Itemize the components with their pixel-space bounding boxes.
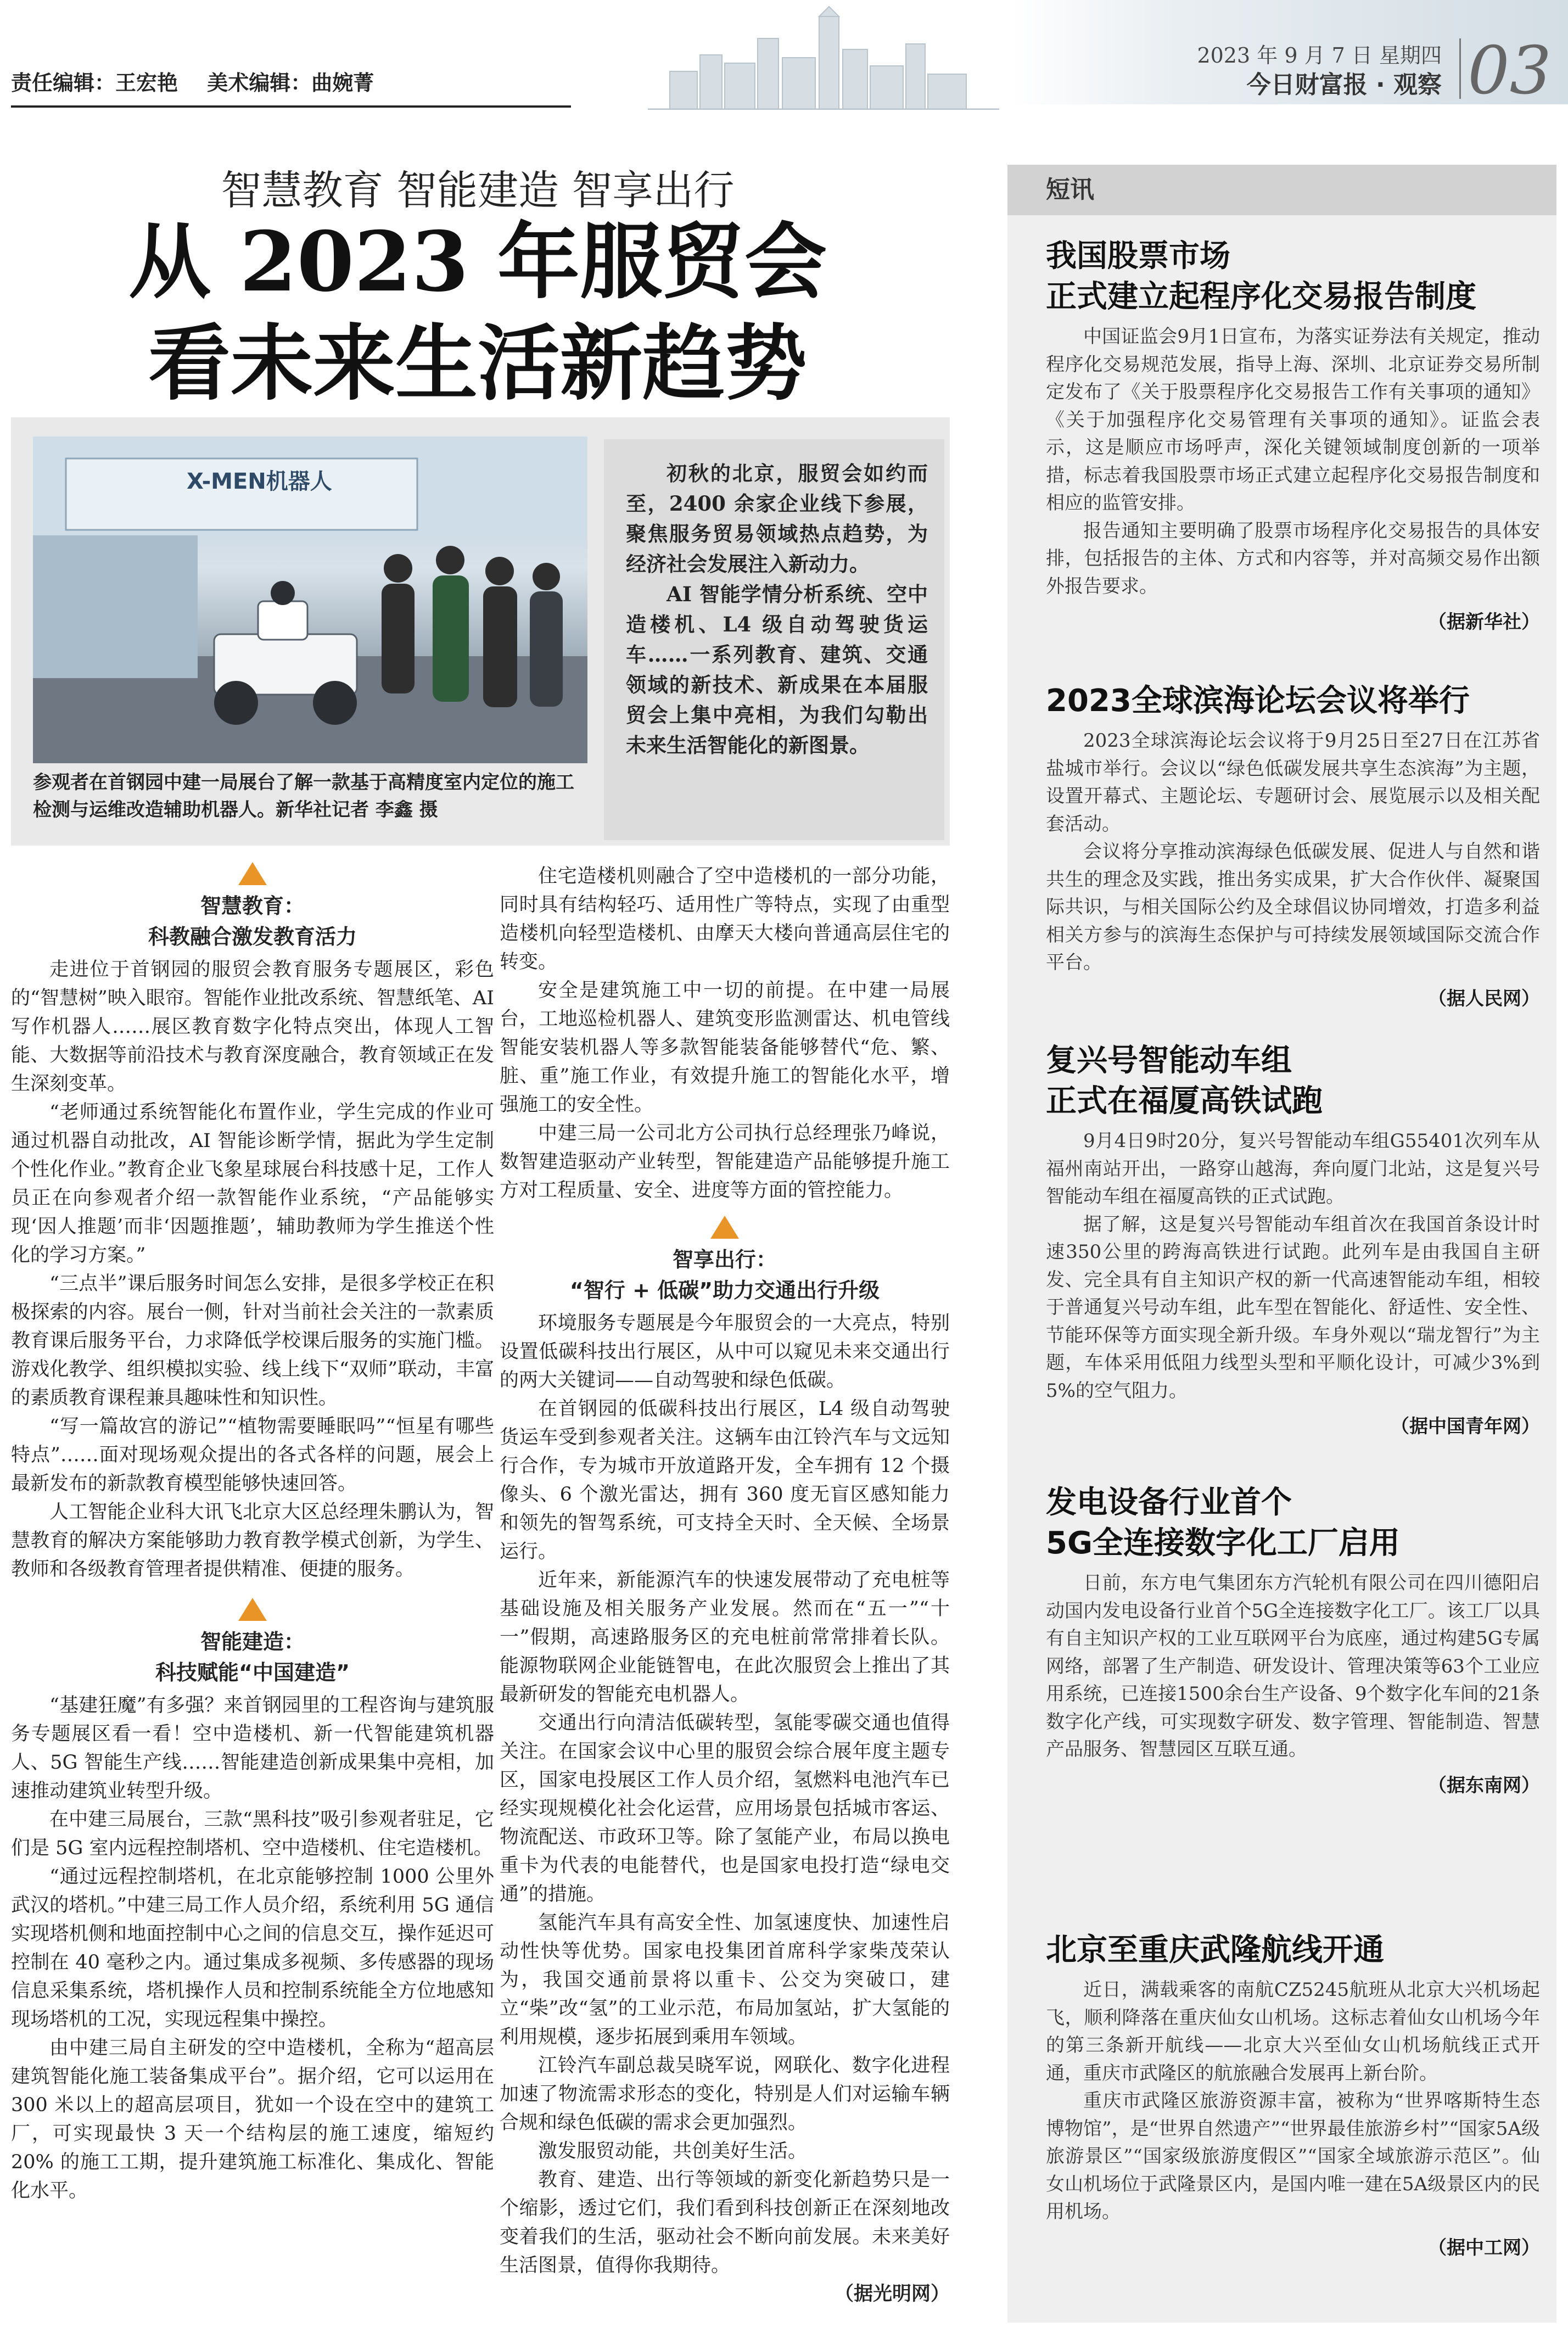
brief-source: （据人民网）	[1428, 987, 1540, 1010]
section-heading-line: 科技赋能“中国建造”	[155, 1660, 350, 1685]
section-heading-line: 智能建造：	[200, 1630, 305, 1654]
photo-caption: 参观者在首钢园中建一局展台了解一款基于高精度室内定位的施工检测与运维改造辅助机器人。新华社记者 李鑫 摄	[33, 771, 574, 821]
paragraph: 环境服务专题展是今年服贸会的一大亮点，特别设置低碳科技出行展区，从中可以窥见未来交通出行的两大关键词——自动驾驶和绿色低碳。	[500, 1312, 950, 1391]
brief-title-line: 5G全连接数字化工厂启用	[1046, 1525, 1400, 1561]
paragraph: 江铃汽车副总裁吴晓军说，网联化、数字化进程加速了物流需求形态的变化，特别是人们对运输车辆合规和绿色低碳的需求会更加强烈。	[500, 2055, 950, 2134]
brief-item	[1046, 236, 1540, 639]
header-band	[1010, 0, 1568, 109]
paragraph: 近年来，新能源汽车的快速发展带动了充电桩等基础设施及相关服务产业发展。然而在“五一”“十一”假期，高速路服务区的充电桩前常常排着长队。能源物联网企业能链智电，在此次服贸会上推出了其最新研发的智能充电机器人。	[500, 1569, 950, 1705]
paragraph: 安全是建筑施工中一切的前提。在中建一局展台，工地巡检机器人、建筑变形监测雷达、机电管线智能安装机器人等多款智能装备能够替代“危、繁、脏、重”施工作业，有效提升施工的智能化水平，增强施工的安全性。	[500, 980, 950, 1116]
brief-source: （据中工网）	[1428, 2236, 1540, 2259]
brief-title-line: 复兴号智能动车组	[1046, 1043, 1292, 1078]
paper-name: 今日财富报 · 观察	[1246, 71, 1442, 99]
headline-line-1: 从 2023 年服贸会	[128, 214, 827, 310]
section-heading	[500, 1244, 950, 1306]
header-divider	[1459, 38, 1461, 99]
brief-title-line: 2023全球滨海论坛会议将举行	[1046, 683, 1470, 719]
paragraph: 人工智能企业科大讯飞北京大区总经理朱鹏认为，智慧教育的解决方案能够助力教育教学模式创新，为学生、教师和各级教育管理者提供精准、便捷的服务。	[11, 1501, 494, 1580]
section-heading	[11, 1626, 494, 1688]
headline-line-2: 看未来生活新趋势	[148, 315, 807, 412]
paragraph: 交通出行向清洁低碳转型，氢能零碳交通也值得关注。在国家会议中心里的服贸会综合展年度主题专区，国家电投展区工作人员介绍，氢燃料电池汽车已经实现规模化社会化运营，应用场景包括城市客运、物流配送、市政环卫等。除了氢能产业，布局以换电重卡为代表的电能替代，也是国家电投打造“绿电交通”的措施。	[500, 1712, 950, 1905]
section-heading-line: 智慧教育：	[200, 894, 305, 918]
brief-paragraph: 9月4日9时20分，复兴号智能动车组G55401次列车从福州南站开出，一路穿山越海，奔向厦门北站，这是复兴号智能动车组在福厦高铁的正式试跑。	[1046, 1130, 1540, 1207]
brief-paragraph: 会议将分享推动滨海绿色低碳发展、促进人与自然和谐共生的理念及实践，推出务实成果，扩大合作伙伴、凝聚国际共识，与相关国际公约及全球倡议协同增效，打造多利益相关方参与的滨海生态保护与可持续发展领域国际交流合作平台。	[1046, 841, 1540, 974]
brief-source: （据中国青年网）	[1391, 1416, 1540, 1438]
paragraph: 教育、建造、出行等领域的新变化新趋势只是一个缩影，透过它们，我们看到科技创新正在深刻地改变着我们的生活，驱动社会不断向前发展。未来美好生活图景，值得你我期待。	[500, 2169, 950, 2277]
paragraph: 在中建三局展台，三款“黑科技”吸引参观者驻足，它们是 5G 室内远程控制塔机、空中造楼机、住宅造楼机。	[11, 1809, 494, 1859]
brief-paragraph: 中国证监会9月1日宣布，为落实证券法有关规定，推动程序化交易规范发展，指导上海、深圳、北京证券交易所制定发布了《关于股票程序化交易报告工作有关事项的通知》《关于加强程序化交易管理有关事项的通知》。证监会表示，这是顺应市场呼声，深化关键领域制度创新的一项举措，标志着我国股票市场正式建立起程序化交易报告制度和相应的监管安排。	[1046, 326, 1540, 514]
brief-item	[1046, 681, 1540, 1015]
paragraph: 走进位于首钢园的服贸会教育服务专题展区，彩色的“智慧树”映入眼帘。智能作业批改系统、智慧纸笔、AI 写作机器人……展区教育数字化特点突出，体现人工智能、大数据等前沿技术与教育深度融合，教育领域正在发生深刻变革。	[11, 959, 494, 1095]
body-column-2	[500, 862, 950, 2308]
paragraph: “通过远程控制塔机，在北京能够控制 1000 公里外武汉的塔机。”中建三局工作人员介绍，系统利用 5G 通信实现塔机侧和地面控制中心之间的信息交互，操作延迟可控制在 40 毫秒之内。通过集成多视频、多传感器的现场信息采集系统，塔机操作人员和控制系统能全方位地感知现场塔机的工况，实现远程集中操控。	[11, 1866, 494, 2031]
skyline-illustration	[648, 5, 999, 110]
news-photo	[33, 437, 587, 763]
brief-title-line: 正式建立起程序化交易报告制度	[1046, 279, 1476, 315]
paragraph: 由中建三局自主研发的空中造楼机，全称为“超高层建筑智能化施工装备集成平台”。据介绍，它可以运用在 300 米以上的超高层项目，犹如一个设在空中的建筑工厂，可实现最快 3 天一个结构层的施工速度，缩短约 20% 的施工工期，提升建筑施工标准化、集成化、智能化水平。	[11, 2037, 494, 2202]
brief-paragraph: 近日，满载乘客的南航CZ5245航班从北京大兴机场起飞，顺利降落在重庆仙女山机场。这标志着仙女山机场今年的第三条新开航线——北京大兴至仙女山机场航线正式开通，重庆市武隆区的航旅融合发展再上新台阶。	[1046, 1979, 1540, 2084]
body-column-1	[11, 862, 494, 2205]
header-rule	[11, 105, 571, 108]
brief-item	[1046, 1041, 1540, 1443]
brief-source: （据东南网）	[1428, 1774, 1540, 1797]
lead-box	[604, 439, 944, 840]
credits	[11, 66, 396, 96]
section-heading	[11, 891, 494, 952]
brief-title	[1046, 1930, 1540, 1971]
brief-title-line: 正式在福厦高铁试跑	[1046, 1083, 1323, 1119]
robot-exhibit-illustration	[33, 437, 587, 763]
section-heading-line: “智行 + 低碳”助力交通出行升级	[569, 1278, 880, 1302]
brief-item	[1046, 1930, 1540, 2264]
section-heading-line: 科教融合激发教育活力	[148, 925, 357, 949]
brief-title	[1046, 681, 1540, 721]
lead-paragraph: AI 智能学情分析系统、空中造楼机、L4 级自动驾驶货运车……一系列教育、建筑、交通领域的新技术、新成果在本届服贸会上集中亮相，为我们勾勒出未来生活智能化的新图景。	[626, 582, 928, 757]
brief-item	[1046, 1483, 1540, 1802]
brief-paragraph: 重庆市武隆区旅游资源丰富，被称为“世界喀斯特生态博物馆”，是“世界自然遗产”“世界最佳旅游乡村”“国家5A级旅游景区”“国家级旅游度假区”“国家全域旅游示范区”。仙女山机场位于武隆景区内，是国内唯一建在5A级景区内的民用机场。	[1046, 2090, 1540, 2223]
brief-title-line: 发电设备行业首个	[1046, 1485, 1292, 1520]
brief-paragraph: 报告通知主要明确了股票市场程序化交易报告的具体安排，包括报告的主体、方式和内容等，并对高频交易作出额外报告要求。	[1046, 519, 1540, 597]
paragraph: 在首钢园的低碳科技出行展区，L4 级自动驾驶货运车受到参观者关注。这辆车由江铃汽车与文远知行合作，专为城市开放道路开发，全车拥有 12 个摄像头、6 个激光雷达，拥有 360 度无盲区感知能力和领先的智驾系统，可支持全天时、全天候、全场景运行。	[500, 1398, 950, 1563]
briefs-column	[1007, 165, 1556, 2323]
page-header	[0, 0, 1568, 110]
section-marker-icon	[710, 1216, 739, 1239]
article-kicker: 智慧教育 智能建造 智享出行	[221, 167, 735, 214]
paragraph: 中建三局一公司北方公司执行总经理张乃峰说，数智建造驱动产业转型，智能建造产品能够提升施工方对工程质量、安全、进度等方面的管控能力。	[500, 1122, 950, 1201]
paragraph: 住宅造楼机则融合了空中造楼机的一部分功能，同时具有结构轻巧、适用性广等特点，实现了由重型造楼机向轻型造楼机、由摩天大楼向普通高层住宅的转变。	[500, 865, 950, 973]
issue-date: 2023 年 9 月 7 日 星期四	[1197, 43, 1442, 68]
brief-title	[1046, 1483, 1540, 1564]
brief-paragraph: 据了解，这是复兴号智能动车组首次在我国首条设计时速350公里的跨海高铁进行试跑。此列车是由我国自主研发、完全具有自主知识产权的新一代高速智能动车组，相较于普通复兴号动车组，此车型在智能化、舒适性、安全性、节能环保等方面实现全新升级。车身外观以“瑞龙智行”为主题，车体采用低阻力线型头型和平顺化设计，可减少3%到5%的空气阻力。	[1046, 1213, 1540, 1402]
lead-paragraph: 初秋的北京，服贸会如约而至，2400 余家企业线下参展，聚焦服务贸易领域热点趋势，为经济社会发展注入新动力。	[626, 461, 928, 576]
brief-title-line: 北京至重庆武隆航线开通	[1046, 1932, 1384, 1968]
paragraph: 激发服贸动能，共创美好生活。	[538, 2140, 808, 2162]
article-source: （据光明网）	[834, 2283, 950, 2305]
paragraph: “写一篇故宫的游记”“植物需要睡眠吗”“恒星有哪些特点”……面对现场观众提出的各式各样的问题，展会上最新发布的新款教育模型能够快速回答。	[11, 1416, 494, 1495]
editor-credit: 责任编辑：王宏艳	[11, 70, 178, 95]
brief-title-line: 我国股票市场	[1046, 238, 1230, 274]
brief-title	[1046, 236, 1540, 317]
section-marker-icon	[238, 1598, 267, 1621]
brief-paragraph: 日前，东方电气集团东方汽轮机有限公司在四川德阳启动国内发电设备行业首个5G全连接数字化工厂。该工厂以具有自主知识产权的工业互联网平台为底座，通过构建5G专属网络，部署了生产制造、研发设计、管理决策等63个工业应用系统，已连接1500余台生产设备、9个数字化车间的21条数字化产线，可实现数字研发、数字管理、智能制造、智慧产品服务、智慧园区互联互通。	[1046, 1572, 1540, 1760]
paragraph: “基建狂魔”有多强？来首钢园里的工程咨询与建筑服务专题展区看一看！空中造楼机、新一代智能建筑机器人、5G 智能生产线……智能建造创新成果集中亮相，加速推动建筑业转型升级。	[11, 1694, 494, 1802]
brief-source: （据新华社）	[1428, 611, 1540, 633]
paragraph: 氢能汽车具有高安全性、加氢速度快、加速性启动性快等优势。国家电投集团首席科学家柴茂荣认为，我国交通前景将以重卡、公交为突破口，建立“柴”改“氢”的工业示范，布局加氢站，扩大氢能的利用规模，逐步拓展到乘用车领域。	[500, 1912, 950, 2048]
exhibit-sign: X-MEN机器人	[187, 469, 332, 494]
section-marker-icon	[238, 862, 267, 885]
page-number: 03	[1468, 33, 1552, 109]
article-headline	[0, 211, 955, 415]
paragraph: “老师通过系统智能化布置作业，学生完成的作业可通过机器自动批改，AI 智能诊断学情，据此为学生定制个性化作业。”教育企业飞象星球展台科技感十足，工作人员正在向参观者介绍一款智能作业系统，“产品能够实现‘因人推题’而非‘因题推题’，辅助教师为学生推送个性化的学习方案。”	[11, 1101, 494, 1266]
brief-paragraph: 2023全球滨海论坛会议将于9月25日至27日在江苏省盐城市举行。会议以“绿色低碳发展共享生态滨海”为主题，设置开幕式、主题论坛、专题研讨会、展览展示以及相关配套活动。	[1046, 730, 1540, 835]
paragraph: “三点半”课后服务时间怎么安排，是很多学校正在积极探索的内容。展台一侧，针对当前社会关注的一款素质教育课后服务平台，力求降低学校课后服务的实施门槛。游戏化教学、组织模拟实验、线上线下“双师”联动，丰富的素质教育课程兼具趣味性和知识性。	[11, 1273, 494, 1409]
brief-title	[1046, 1041, 1540, 1122]
art-editor-credit: 美术编辑：曲婉菁	[207, 70, 374, 95]
briefs-label: 短讯	[1007, 165, 1556, 215]
section-heading-line: 智享出行：	[672, 1248, 777, 1272]
